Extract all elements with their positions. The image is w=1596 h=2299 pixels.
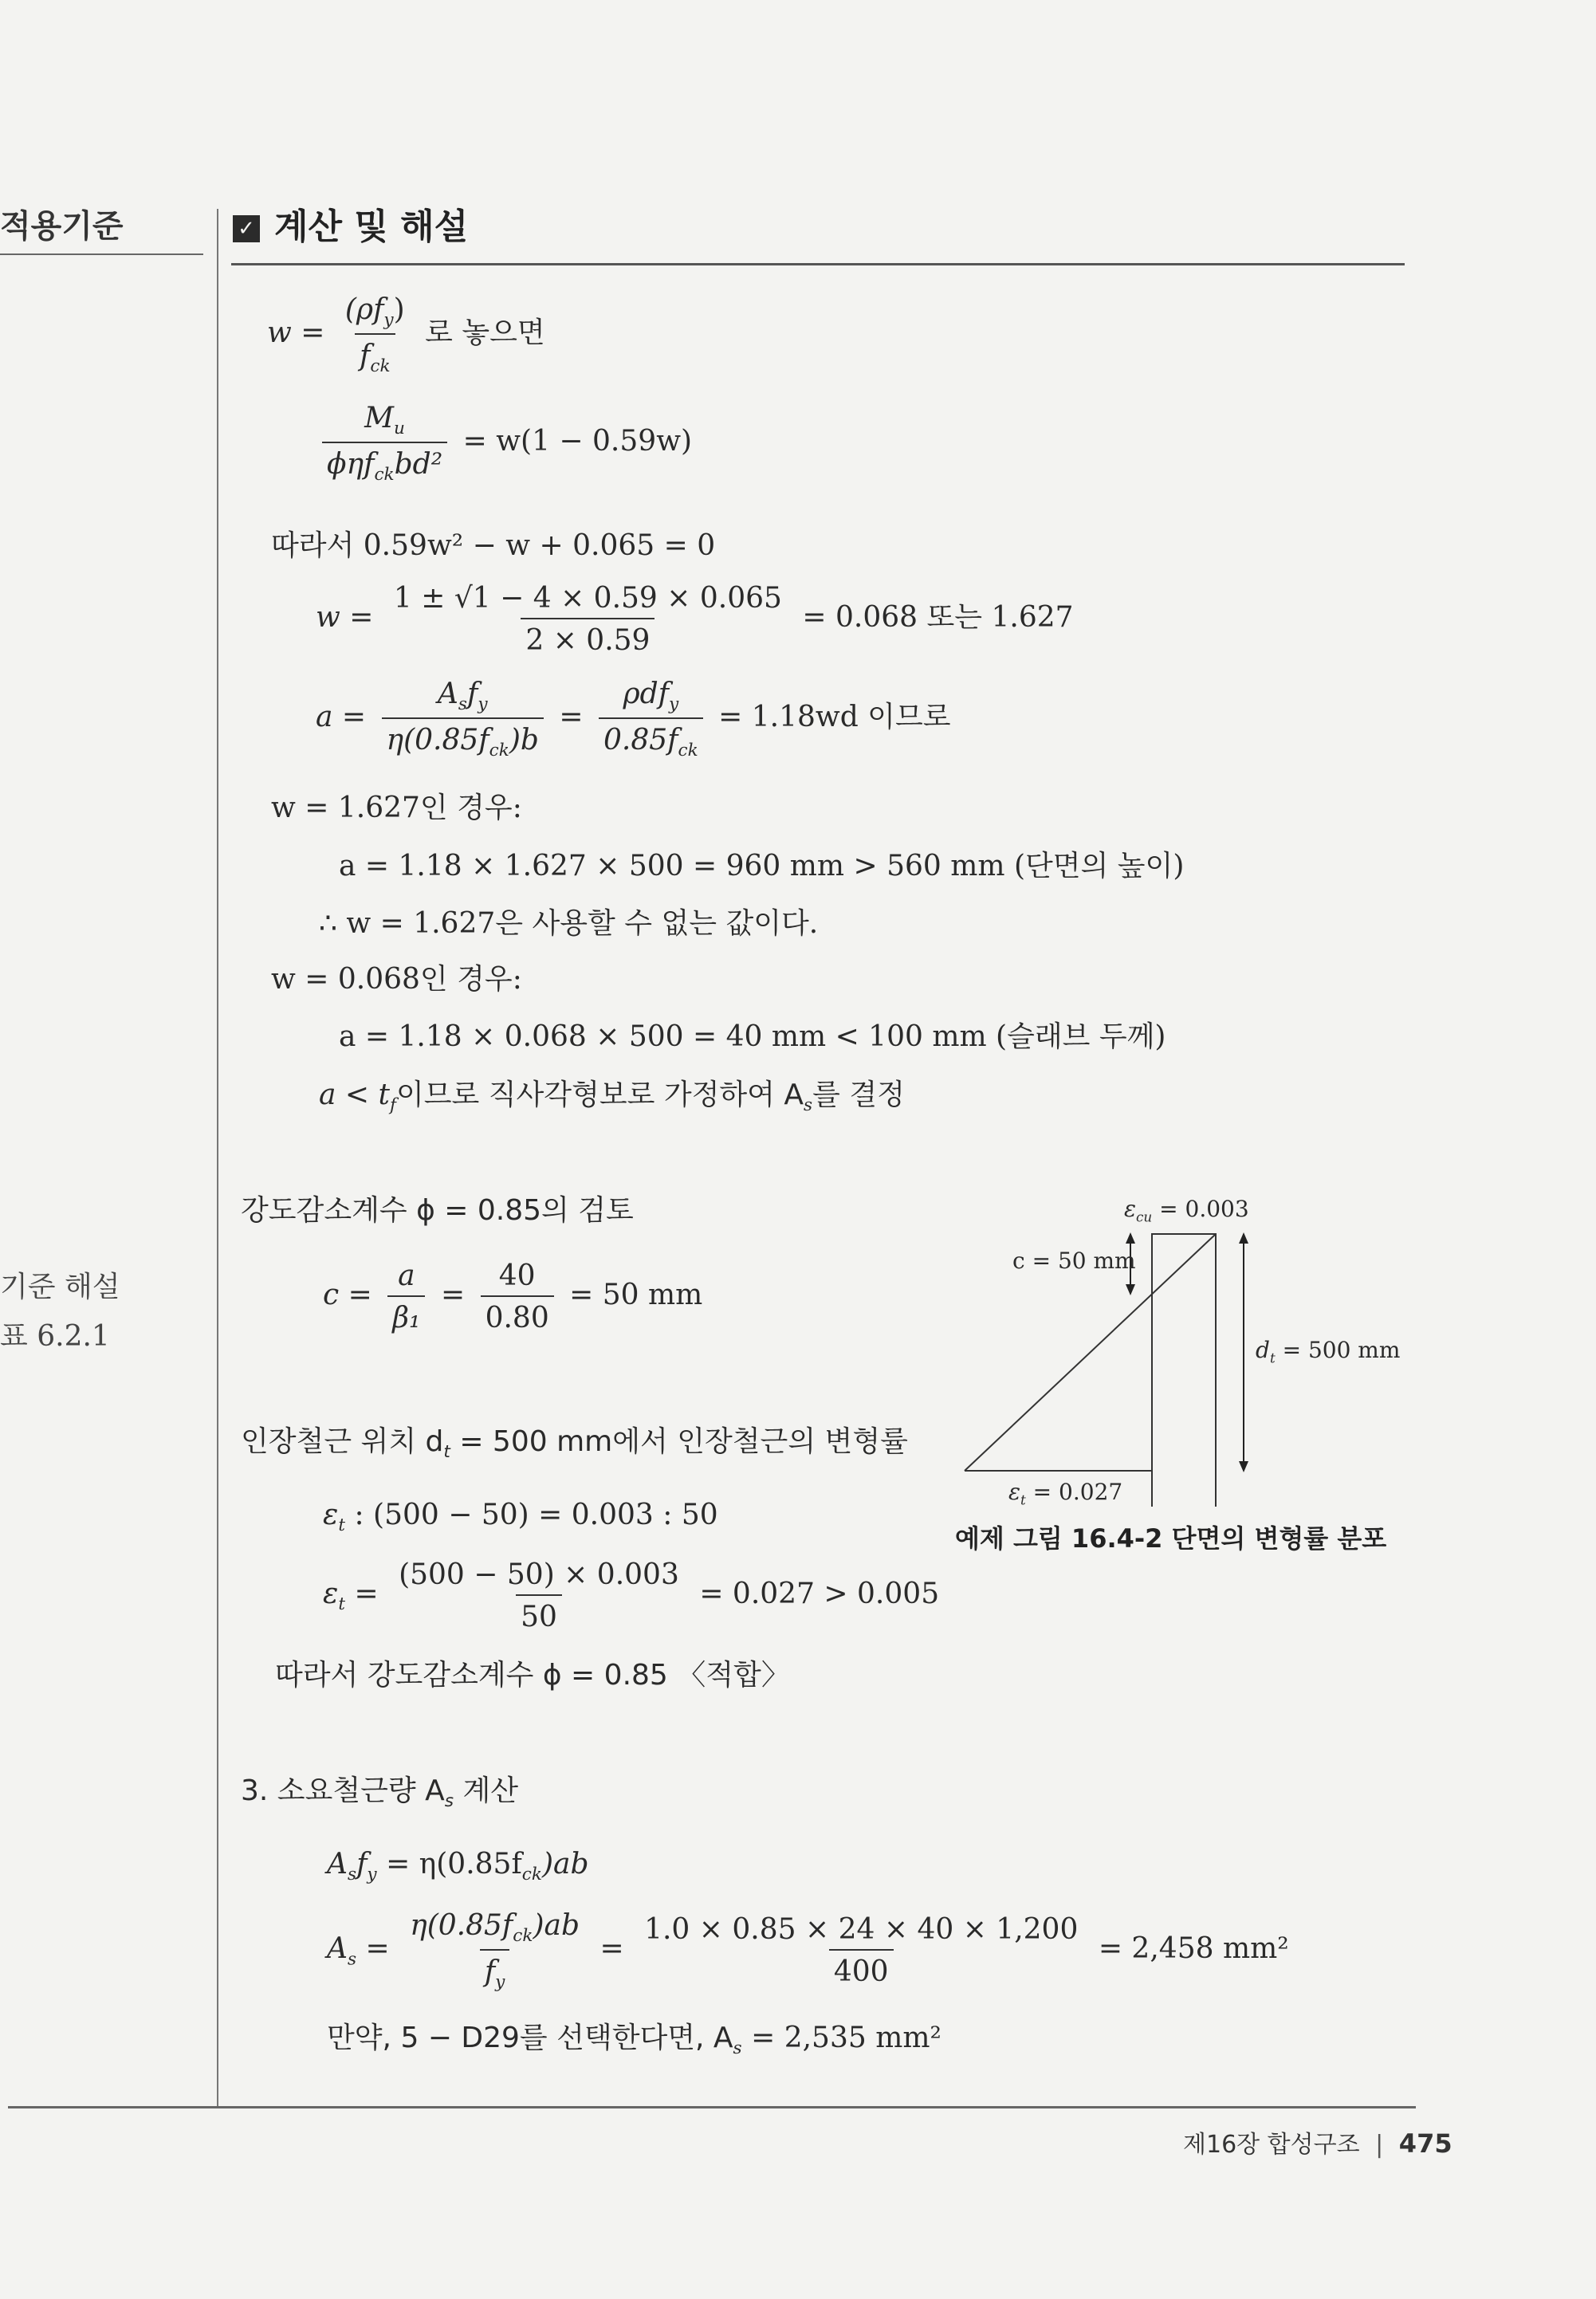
section-outline <box>1152 1234 1216 1507</box>
header-rule <box>231 263 1405 265</box>
page-number: 475 <box>1398 2128 1453 2159</box>
eq-strain-ratio: $\varepsilon_t$ : (500 − 50) = 0.003 : 50 <box>323 1499 718 1536</box>
label-et: $\varepsilon_t = 0.027$ <box>1008 1479 1123 1508</box>
case1-line1: a = 1.18 × 1.627 × 500 = 960 mm > 560 mm (단면의 높이) <box>339 850 1185 882</box>
checkbox-icon: ✓ <box>233 215 260 242</box>
final-selection: 만약, 5 − D29를 선택한다면, $A_s = 2,535$ mm² <box>327 2022 941 2059</box>
eq-w-definition: w = $\frac{(\rho f_y)}{f_{ck}}$ 로 놓으면 <box>267 293 545 377</box>
eq-neutral-axis: c = $\frac{a}{\text{β₁}}$ = $\frac{40}{0.80}$ = 50 mm <box>323 1260 703 1334</box>
eq-depth-a: a = $\frac{A_sf_y}{\eta(0.85f_{ck})b}$ = $\frac{\rho df_y}{0.85f_{ck}}$ = 1.18wd 이므로 <box>316 678 951 761</box>
margin-ref-label: 기준 해설 <box>0 1271 120 1303</box>
c-arrow-top <box>1126 1232 1135 1244</box>
case1-title: w = 1.627인 경우: <box>271 792 522 824</box>
eq-as-value: $A_s$ = $\frac{\eta(0.85f_{ck})ab}{f_y}$ = $\frac{1.0 \times 0.85 \times 24 \times 40 \times 1,200}{400}$ = 2,458 mm² <box>327 1909 1289 1993</box>
margin-rule <box>0 253 203 255</box>
eq-strain: $\varepsilon_t$ = $\frac{(500 - 50) \times 0.003}{50}$ = 0.027 > 0.005 <box>323 1558 940 1633</box>
chapter-title: 제16장 합성구조 <box>1183 2131 1360 2159</box>
label-ecu: $\varepsilon_{cu} = 0.003$ <box>1124 1196 1249 1225</box>
case2-title: w = 0.068인 경우: <box>271 963 522 996</box>
dt-arrow-bottom <box>1239 1461 1248 1472</box>
strain-title: 인장철근 위치 $d_t = 500$ mm에서 인장철근의 변형률 <box>241 1425 908 1463</box>
case2-line2: $a < t_f$이므로 직사각형보로 가정하여 $A_s$를 결정 <box>319 1079 905 1116</box>
case2-line1: a = 1.18 × 0.068 × 500 = 40 mm < 100 mm (슬래브 두께) <box>339 1020 1166 1053</box>
eq-quadratic: 따라서 0.59w² − w + 0.065 = 0 <box>271 529 716 562</box>
margin-section-label: 적용기준 <box>0 208 124 245</box>
footer-separator: | <box>1375 2131 1384 2159</box>
footer-rule <box>8 2106 1416 2108</box>
label-dt: $d_t = 500$ mm <box>1256 1337 1401 1366</box>
figure-caption: 예제 그림 16.4-2 단면의 변형률 분포 <box>955 1523 1387 1554</box>
case1-line2: ∴ w = 1.627은 사용할 수 없는 값이다. <box>319 907 819 940</box>
phi-check-title: 강도감소계수 ϕ = 0.85의 검토 <box>241 1194 634 1227</box>
margin-ref-table: 표 6.2.1 <box>0 1320 110 1353</box>
step3-title: 3. 소요철근량 $A_s$ 계산 <box>241 1774 519 1812</box>
footer <box>1183 2124 1453 2159</box>
column-divider <box>217 209 218 2106</box>
eq-as-balance: $A_sf_y = \eta(0.85f_{ck})ab$ <box>327 1848 589 1885</box>
eq-moment: $\frac{M_u}{\phi\eta f_{ck}bd^2}$ = w(1 − 0.59w) <box>316 402 692 485</box>
dt-arrow-top <box>1239 1232 1248 1244</box>
c-arrow-bottom <box>1126 1284 1135 1295</box>
phi-result: 따라서 강도감소계수 ϕ = 0.85 〈적합〉 <box>275 1659 790 1692</box>
section-header <box>233 198 468 249</box>
eq-solution: w = $\frac{1 \pm √1 - 4 \times 0.59 \times 0.065}{2 \times 0.59}$ = 0.068 또는 1.627 <box>316 582 1074 657</box>
section-title: 계산 및 해설 <box>274 206 469 247</box>
label-c: c = 50 mm <box>1012 1248 1136 1274</box>
